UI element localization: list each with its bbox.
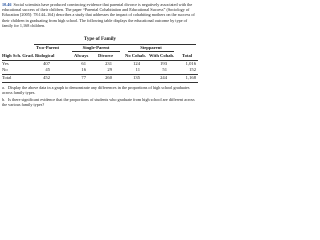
table-cell: 452 xyxy=(43,75,50,80)
group-header-two-parent: Two-Parent xyxy=(36,45,60,50)
table-cell: 61 xyxy=(81,61,86,66)
table-cell: 11 xyxy=(135,67,140,72)
stepparent-rule xyxy=(128,51,174,52)
question-a xyxy=(2,85,198,95)
col-header-no-cohab: No Cohab. xyxy=(125,53,146,58)
row-label-yes: Yes xyxy=(2,61,9,66)
col-header-always: Always xyxy=(74,53,89,58)
table-cell: 29 xyxy=(107,67,112,72)
question-b-label: b. xyxy=(2,97,6,102)
problem-text xyxy=(2,2,198,28)
table-cell: 244 xyxy=(160,75,167,80)
row-label-total: Total xyxy=(2,75,12,80)
question-b-text: Is there significant evidence that the proportions of students who graduate from high school are different across the various family types? xyxy=(2,97,195,107)
question-a-label: a. xyxy=(2,85,5,90)
row-label-no: No xyxy=(2,67,8,72)
table-cell: 1,016 xyxy=(185,61,196,66)
col-header-biological: Biological xyxy=(35,53,55,58)
table-cell: 260 xyxy=(105,75,112,80)
table-cell: 77 xyxy=(81,75,86,80)
table-cell: 193 xyxy=(160,61,167,66)
bottom-rule xyxy=(2,82,198,83)
row-header: High Sch. Grad. xyxy=(2,53,34,58)
problem-description: Social scientists have produced convincing evidence that parental divorce is negatively associated with the educational success of their children. The paper “Parental Cohabitation and Educational Success” (Sociology of Education [2005]: 78:144–164) describes a study that addresses the impact of cohabiting mothers on the success of their children in graduating from high school. The following table displays the educational outcome by type of family for 1,168 children. xyxy=(2,2,195,28)
table-cell: 16 xyxy=(81,67,86,72)
table-cell: 231 xyxy=(105,61,112,66)
single-parent-rule xyxy=(72,51,120,52)
table-cell: 152 xyxy=(189,67,196,72)
table-cell: 135 xyxy=(133,75,140,80)
question-b xyxy=(2,97,198,107)
table-cell: 51 xyxy=(162,67,167,72)
table-title: Type of Family xyxy=(83,37,117,42)
col-header-with-cohab: With Cohab. xyxy=(149,53,175,58)
question-a-text: Display the above data in a graph to demonstrate any differences in the proportions of high school graduates across family types. xyxy=(2,85,190,95)
table-cell: 1,168 xyxy=(185,75,196,80)
problem-number: 10.46 xyxy=(2,2,12,7)
group-header-stepparent: Stepparent xyxy=(140,45,162,50)
col-header-divorce: Divorce xyxy=(98,53,114,58)
table-cell: 407 xyxy=(43,61,50,66)
textbook-page xyxy=(0,0,200,127)
col-header-total: Total xyxy=(182,53,193,58)
table-cell: 124 xyxy=(133,61,140,66)
table-cell: 45 xyxy=(45,67,50,72)
group-header-single-parent: Single-Parent xyxy=(82,45,110,50)
